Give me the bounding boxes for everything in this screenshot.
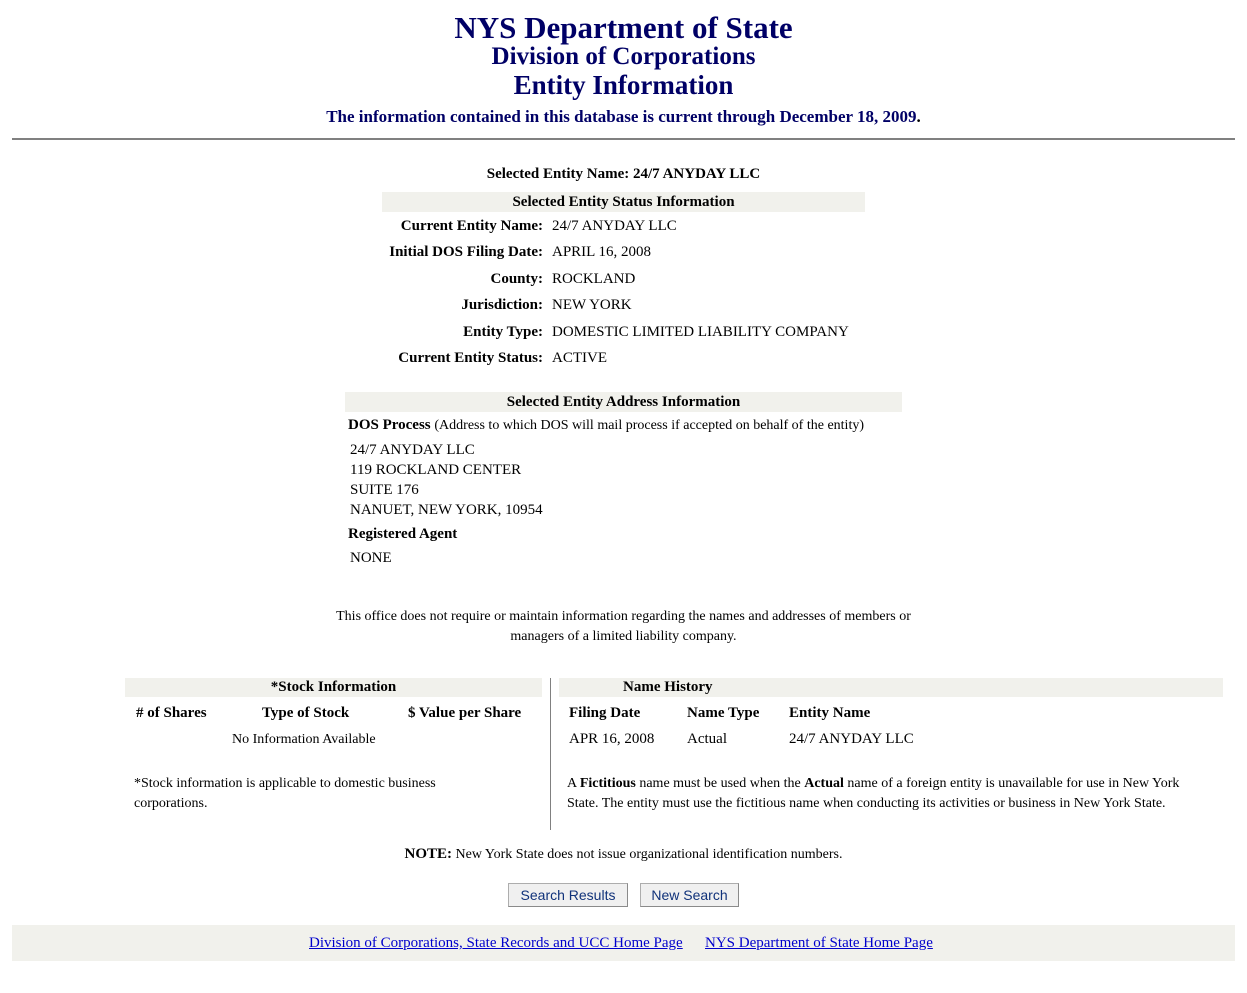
field-value: ROCKLAND [552, 271, 636, 287]
division-title: Division of Corporations [491, 43, 756, 70]
note-part: A [567, 776, 580, 791]
dos-home-link[interactable]: NYS Department of State Home Page [705, 935, 933, 951]
history-col-filing-date: Filing Date [569, 705, 641, 721]
note-text: New York State does not issue organizational identification numbers. [455, 847, 843, 862]
field-label: Current Entity Status: [398, 350, 543, 366]
new-search-button[interactable]: New Search [640, 883, 739, 907]
header-divider [12, 138, 1235, 140]
field-value: ACTIVE [552, 350, 607, 366]
field-value: APRIL 16, 2008 [552, 244, 652, 260]
page-title: NYS Department of State [454, 10, 793, 45]
llc-notice-line: managers of a limited liability company. [510, 629, 737, 644]
note-part: name must be used when the [635, 776, 805, 791]
stock-footnote-line: corporations. [134, 796, 208, 811]
currency-note-text: The information contained in this database is current through December 18, 2009 [326, 107, 917, 126]
note-label: NOTE: [404, 846, 452, 862]
history-col-name-type: Name Type [687, 705, 760, 721]
selected-entity-name: Selected Entity Name: 24/7 ANYDAY LLC [486, 166, 761, 182]
field-value: DOMESTIC LIMITED LIABILITY COMPANY [552, 324, 849, 340]
currency-note-period: . [916, 107, 921, 126]
field-label: County: [490, 271, 543, 287]
address-line: 119 ROCKLAND CENTER [350, 462, 522, 478]
fictitious-note [567, 774, 1179, 814]
history-name-type: Actual [687, 731, 727, 747]
corporations-home-link[interactable]: Division of Corporations, State Records and UCC Home Page [309, 935, 683, 951]
search-results-button[interactable]: Search Results [508, 883, 628, 907]
currency-note [0, 107, 1247, 127]
address-line: NANUET, NEW YORK, 10954 [350, 502, 543, 518]
status-heading: Selected Entity Status Information [382, 192, 865, 212]
stock-col-shares: # of Shares [136, 705, 207, 721]
address-heading: Selected Entity Address Information [345, 392, 902, 412]
name-history-heading: Name History [623, 679, 713, 695]
note-fictitious: Fictitious [579, 776, 636, 791]
stock-col-type: Type of Stock [262, 705, 350, 721]
registered-agent-value: NONE [350, 550, 392, 566]
address-line: 24/7 ANYDAY LLC [350, 442, 475, 458]
dos-process-label: DOS Process [348, 417, 431, 433]
registered-agent-label: Registered Agent [348, 526, 458, 542]
history-entity-name: 24/7 ANYDAY LLC [789, 731, 914, 747]
dos-process-address [350, 440, 543, 520]
stock-empty: No Information Available [232, 732, 376, 747]
section-title: Entity Information [513, 70, 734, 100]
field-label: Jurisdiction: [461, 297, 543, 313]
llc-notice [0, 607, 1247, 647]
field-value: NEW YORK [552, 297, 632, 313]
dos-process [348, 417, 864, 434]
fictitious-note-line1 [567, 774, 1179, 794]
field-label: Current Entity Name: [400, 218, 543, 234]
field-label: Entity Type: [463, 324, 543, 340]
note-actual: Actual [804, 776, 844, 791]
llc-notice-line: This office does not require or maintain information regarding the names and addresses of members or [336, 609, 911, 624]
field-value: 24/7 ANYDAY LLC [552, 218, 677, 234]
dos-process-note: (Address to which DOS will mail process if accepted on behalf of the entity) [434, 418, 864, 433]
history-col-entity-name: Entity Name [789, 705, 871, 721]
address-line: SUITE 176 [350, 482, 419, 498]
history-filing-date: APR 16, 2008 [569, 731, 655, 747]
stock-heading: *Stock Information [125, 678, 542, 697]
stock-footnote [134, 774, 436, 814]
fictitious-note-line2: State. The entity must use the fictitious name when conducting its activities or business in New York State. [567, 796, 1166, 811]
name-history-heading-band [559, 678, 1223, 697]
note-part: name of a foreign entity is unavailable for use in New York [843, 776, 1180, 791]
org-id-note [0, 846, 1247, 863]
stock-footnote-line: *Stock information is applicable to domestic business [134, 776, 436, 791]
field-label: Initial DOS Filing Date: [389, 244, 543, 260]
column-divider [550, 678, 551, 830]
stock-col-value: $ Value per Share [408, 705, 522, 721]
